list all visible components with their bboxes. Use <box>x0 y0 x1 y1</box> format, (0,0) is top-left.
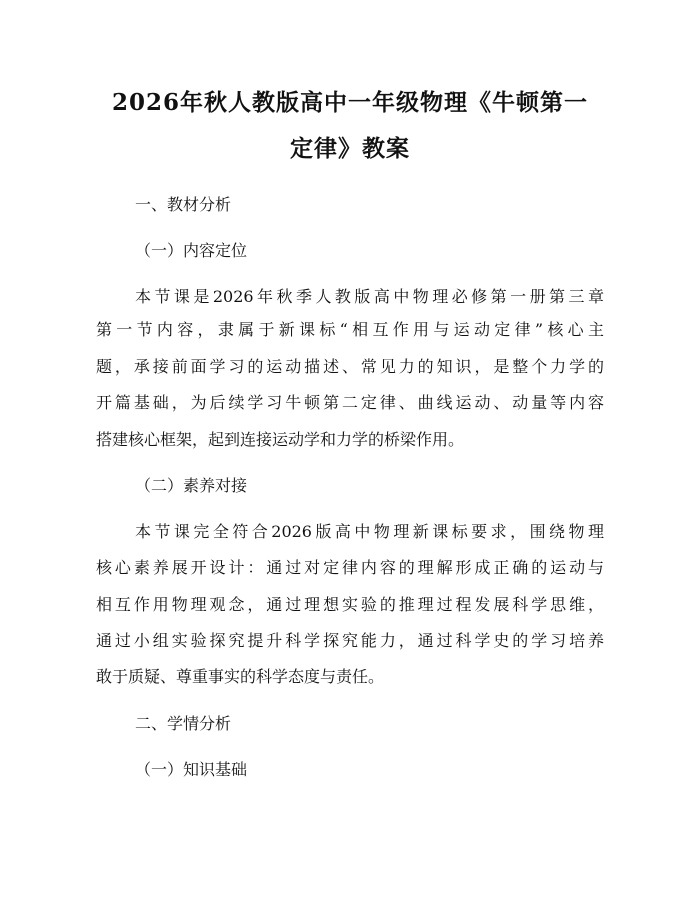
subsection-heading-literacy: （二）素养对接 <box>135 476 248 495</box>
document-title-line-2: 定律》教案 <box>290 135 410 162</box>
paragraph-literacy-line-5: 敢于质疑、尊重事实的科学态度与责任。 <box>96 667 385 686</box>
paragraph-content-position-line-5: 搭建核心框架，起到连接运动学和力学的桥梁作用。 <box>96 430 465 449</box>
paragraph-literacy-line-4: 通过小组实验探究提升科学探究能力，通过科学史的学习培养 <box>96 631 604 650</box>
section-heading-student-analysis: 二、学情分析 <box>135 714 232 733</box>
subsection-heading-content-position: （一）内容定位 <box>135 241 248 260</box>
paragraph-content-position-line-2: 第一节内容，隶属于新课标“相互作用与运动定律”核心主 <box>96 320 604 339</box>
paragraph-content-position-line-4: 开篇基础，为后续学习牛顿第二定律、曲线运动、动量等内容 <box>96 393 604 412</box>
paragraph-content-position-line-1: 本节课是2026年秋季人教版高中物理必修第一册第三章 <box>135 287 604 306</box>
paragraph-literacy-line-1: 本节课完全符合2026版高中物理新课标要求，围绕物理 <box>135 522 604 541</box>
document-title-line-1: 2026年秋人教版高中一年级物理《牛顿第一 <box>111 89 588 116</box>
section-heading-textbook-analysis: 一、教材分析 <box>135 195 232 214</box>
paragraph-literacy-line-3: 相互作用物理观念，通过理想实验的推理过程发展科学思维， <box>96 595 604 614</box>
paragraph-content-position-line-3: 题，承接前面学习的运动描述、常见力的知识，是整个力学的 <box>96 357 604 376</box>
subsection-heading-knowledge-base: （一）知识基础 <box>135 760 248 779</box>
paragraph-literacy-line-2: 核心素养展开设计：通过对定律内容的理解形成正确的运动与 <box>96 558 604 577</box>
